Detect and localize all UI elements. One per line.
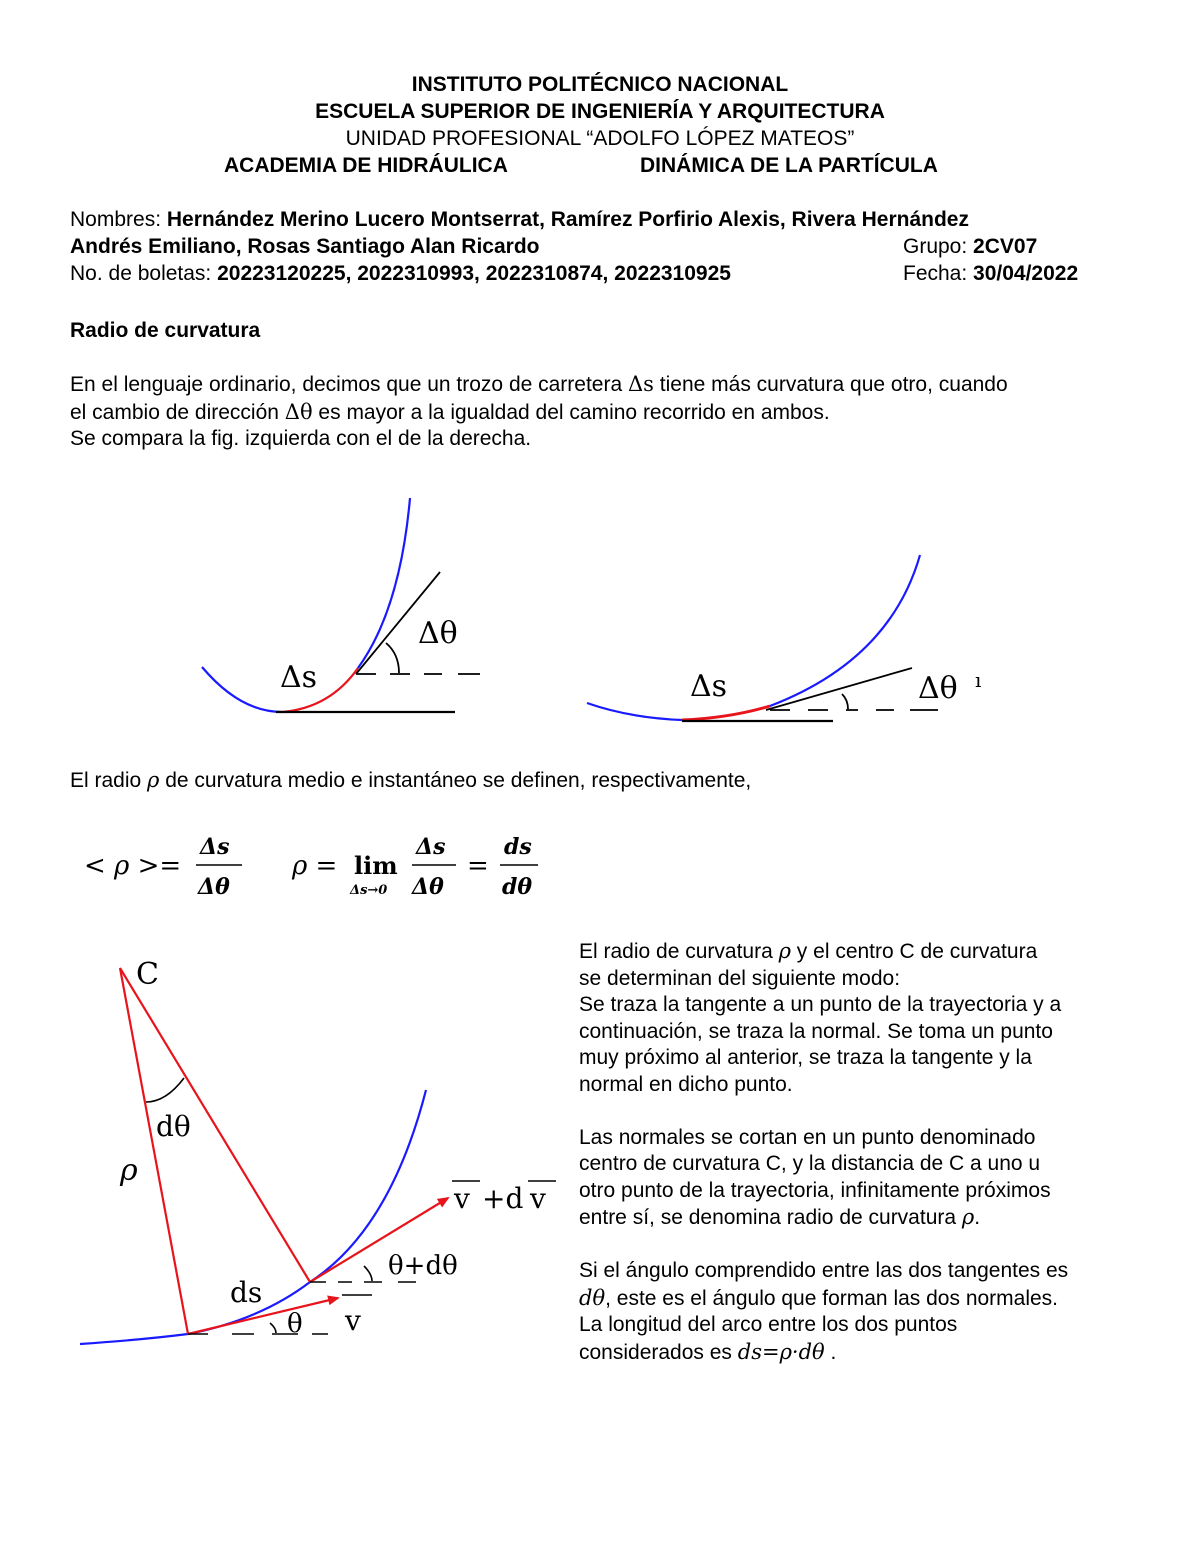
mean-radius-lhs: < ρ >=	[84, 851, 182, 881]
theta-label: θ	[287, 1309, 303, 1339]
curvature-comparison-figure	[0, 480, 1200, 740]
paragraph-1	[70, 371, 1008, 453]
inst-frac-den: Δθ	[412, 874, 444, 900]
r-p3-end: .	[824, 1340, 837, 1364]
r-p3-d: considerados es	[579, 1340, 738, 1364]
right-curve-upper	[770, 555, 920, 706]
academy-title: ACADEMIA DE HIDRÁULICA	[224, 154, 508, 177]
institute-title: INSTITUTO POLITÉCNICO NACIONAL	[411, 73, 789, 96]
ds-label: ds	[230, 1276, 263, 1309]
p1-text-e: Se compara la fig. izquierda con el de la derecha.	[70, 427, 532, 450]
names-line-2: Andrés Emiliano, Rosas Santiago Alan Ricardo	[70, 235, 540, 258]
p1-text-c: el cambio de dirección	[70, 400, 285, 424]
left-angle-arc	[386, 643, 399, 673]
inst-radius-lhs: ρ =	[292, 851, 338, 881]
r-p1-rho: ρ	[778, 939, 791, 963]
p2-text-a: El radio	[70, 769, 148, 792]
group-label: Grupo:	[903, 235, 974, 258]
left-dtheta-label: Δθ	[418, 616, 458, 651]
mean-frac-num: Δs	[200, 834, 230, 860]
center-c-label: C	[136, 957, 159, 992]
date-value: 30/04/2022	[973, 262, 1079, 285]
subject-title: DINÁMICA DE LA PARTÍCULA	[640, 154, 938, 177]
p2-text-b: de curvatura medio e instantáneo se definen, respectivamente,	[159, 769, 752, 792]
section-title: Radio de curvatura	[70, 319, 261, 342]
r-p3-b: , este es el ángulo que forman las dos normales.	[605, 1286, 1059, 1310]
names-label: Nombres:	[70, 208, 167, 231]
theta-dtheta-angle-arc	[364, 1266, 372, 1281]
right-dtheta-label: Δθ	[918, 671, 958, 706]
p1-text-d: es mayor a la igualdad del camino recorrido en ambos.	[312, 400, 830, 424]
r-p1-a: El radio de curvatura	[579, 940, 779, 963]
r-p1-f: muy próximo al anterior, se traza la tangente y la	[579, 1046, 1032, 1069]
date-label: Fecha:	[903, 262, 974, 285]
right-ds-label: Δs	[690, 669, 728, 704]
school-title: ESCUELA SUPERIOR DE INGENIERÍA Y ARQUITECTURA	[315, 100, 885, 123]
boletas-value: 20223120225, 2022310993, 2022310874, 2022310925	[217, 262, 731, 285]
p1-text-b: tiene más curvatura que otro, cuando	[653, 373, 1008, 396]
curvature-formula	[60, 822, 620, 912]
dtheta-angle-arc	[146, 1078, 184, 1102]
p1-delta-theta: Δθ	[284, 399, 313, 424]
velocity-vector	[188, 1298, 338, 1334]
v-label: v	[345, 1304, 361, 1337]
r-p3-c: La longitud del arco entre los dos puntos	[579, 1313, 958, 1336]
boletas-field	[70, 261, 731, 288]
r-p1-e: continuación, se traza la normal. Se toma un punto	[579, 1019, 1053, 1043]
v-dv-second-v: v	[530, 1182, 546, 1215]
rho-label: ρ	[120, 1153, 138, 1188]
r-p2-d: entre sí, se denomina radio de curvatura	[579, 1206, 962, 1229]
right-diagram	[587, 555, 981, 721]
unit-title: UNIDAD PROFESIONAL “ADOLFO LÓPEZ MATEOS”	[345, 127, 855, 150]
r-p2-c: otro punto de la trayectoria, infinitamente próximos	[579, 1178, 1051, 1202]
v-dv-v-label: v	[454, 1182, 470, 1215]
left-ds-label: Δs	[280, 660, 318, 695]
left-diagram	[202, 498, 480, 712]
theta-plus-dtheta-label: θ+dθ	[388, 1251, 458, 1281]
r-p3-formula: ds=ρ·dθ	[737, 1339, 825, 1364]
limit-subscript: Δs→0	[350, 883, 388, 898]
left-curve-lower	[202, 667, 282, 712]
r-p2-a: Las normales se cortan en un punto denominado	[579, 1125, 1036, 1149]
explanation-block	[579, 938, 1068, 1366]
theta-angle-arc	[270, 1323, 276, 1333]
r-p1-c: se determinan del siguiente modo:	[579, 966, 901, 990]
mean-frac-den: Δθ	[198, 874, 230, 900]
limit-operator: lim	[354, 851, 398, 880]
r-p2-end: .	[974, 1206, 981, 1229]
r-p1-d: Se traza la tangente a un punto de la trayectoria y a	[579, 993, 1062, 1016]
r-p1-g: normal en dicho punto.	[579, 1072, 793, 1096]
group-field	[903, 234, 1037, 261]
p2-rho: ρ	[147, 768, 160, 792]
left-curve-upper	[358, 498, 410, 668]
boletas-label: No. de boletas:	[70, 262, 218, 285]
paragraph-2	[70, 767, 751, 795]
r-p2-rho: ρ	[961, 1205, 975, 1229]
right-tangent-angled	[766, 668, 912, 710]
center-of-curvature-figure	[0, 940, 570, 1360]
deriv-den: dθ	[502, 874, 533, 900]
p1-text-a: En el lenguaje ordinario, decimos que un trozo de carretera	[70, 373, 628, 396]
r-p3-dtheta: dθ	[579, 1285, 606, 1310]
dtheta-label: dθ	[156, 1110, 191, 1143]
date-field	[903, 261, 1078, 288]
right-arc-highlight	[682, 706, 770, 720]
right-angle-arc	[842, 694, 848, 709]
v-dv-plus-d: +d	[482, 1182, 524, 1215]
deriv-num: ds	[504, 834, 532, 860]
names-value-1: Hernández Merino Lucero Montserrat, Ramírez Porfirio Alexis, Rivera Hernández	[166, 208, 969, 231]
right-curve-lower	[587, 703, 682, 720]
equals-sign: =	[467, 851, 489, 881]
inst-frac-num: Δs	[416, 834, 446, 860]
r-p3-a: Si el ángulo comprendido entre las dos tangentes es	[579, 1259, 1069, 1282]
names-line-1	[70, 207, 969, 234]
r-p2-b: centro de curvatura C, y la distancia de C a uno u	[579, 1152, 1041, 1175]
p1-delta-s: Δs	[628, 372, 654, 396]
group-value: 2CV07	[973, 235, 1038, 258]
right-prime-mark: ı	[975, 668, 982, 692]
r-p1-b: y el centro C de curvatura	[790, 940, 1038, 963]
